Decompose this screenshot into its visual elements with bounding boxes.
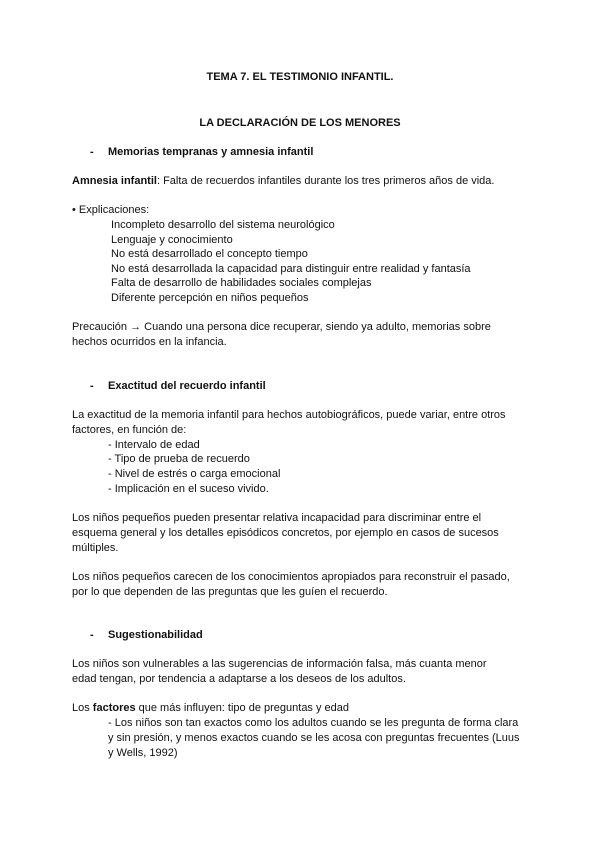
factors-prefix: Los — [72, 702, 93, 714]
explanation-item: Incompleto desarrollo del sistema neurológico — [111, 219, 335, 231]
paragraph-line: Los niños son vulnerables a las sugerencias de información falsa, más cuanta menor — [72, 658, 487, 670]
factor-item: - Implicación en el suceso vivido. — [108, 483, 269, 495]
heading-dash: - — [90, 380, 94, 392]
paragraph-line: por lo que dependen de las preguntas que les guíen el recuerdo. — [72, 586, 388, 598]
factors-line — [72, 701, 349, 716]
factor-detail-line: y Wells, 1992) — [108, 747, 178, 759]
paragraph-line: Los niños pequeños carecen de los conocimientos apropiados para reconstruir el pasado, — [72, 571, 510, 583]
paragraph-line: múltiples. — [72, 542, 119, 554]
heading-text: Sugestionabilidad — [108, 629, 203, 641]
document-subtitle: LA DECLARACIÓN DE LOS MENORES — [199, 117, 401, 129]
explanation-item: Diferente percepción en niños pequeños — [111, 292, 309, 304]
caution-line: hechos ocurridos en la infancia. — [72, 336, 227, 348]
definition-term: Amnesia infantil — [72, 175, 157, 187]
section-heading-exactitud — [90, 379, 266, 394]
paragraph-line: Los niños pequeños pueden presentar relativa incapacidad para discriminar entre el — [72, 512, 482, 524]
explanations-label: • Explicaciones: — [72, 204, 150, 216]
definition-text: : Falta de recuerdos infantiles durante los tres primeros años de vida. — [156, 175, 495, 187]
document-title: TEMA 7. EL TESTIMONIO INFANTIL. — [206, 71, 394, 83]
heading-text: Memorias tempranas y amnesia infantil — [108, 146, 314, 158]
heading-dash: - — [90, 146, 94, 158]
heading-text: Exactitud del recuerdo infantil — [108, 380, 266, 392]
paragraph-line: esquema general y los detalles episódicos concretos, por ejemplo en casos de sucesos — [72, 527, 499, 539]
paragraph-line: edad tengan, por tendencia a adaptarse a los deseos de los adultos. — [72, 673, 406, 685]
intro-line: factores, en función de: — [72, 424, 187, 436]
intro-line: La exactitud de la memoria infantil para hechos autobiográficos, puede variar, entre otros — [72, 409, 506, 421]
explanation-item: No está desarrollada la capacidad para distinguir entre realidad y fantasía — [111, 263, 471, 275]
factors-suffix: que más influyen: tipo de preguntas y edad — [135, 702, 350, 714]
explanation-item: Falta de desarrollo de habilidades sociales complejas — [111, 277, 372, 289]
factor-item: - Tipo de prueba de recuerdo — [108, 453, 250, 465]
explanation-item: No está desarrollado el concepto tiempo — [111, 248, 308, 260]
section-heading-sugestionabilidad — [90, 628, 203, 643]
factor-item: - Nivel de estrés o carga emocional — [108, 468, 281, 480]
factor-item: - Intervalo de edad — [108, 439, 200, 451]
explanation-item: Lenguaje y conocimiento — [111, 234, 233, 246]
heading-dash: - — [90, 629, 94, 641]
definition-amnesia — [72, 174, 494, 189]
section-heading-memorias — [90, 145, 313, 160]
factor-detail-line: - Los niños son tan exactos como los adultos cuando se les pregunta de forma clara — [108, 717, 519, 729]
factor-detail-line: y sin presión, y menos exactos cuando se les acosa con preguntas frecuentes (Luus — [108, 732, 520, 744]
factors-term: factores — [92, 702, 136, 714]
caution-line: Precaución → Cuando una persona dice recuperar, siendo ya adulto, memorias sobre — [72, 321, 491, 333]
